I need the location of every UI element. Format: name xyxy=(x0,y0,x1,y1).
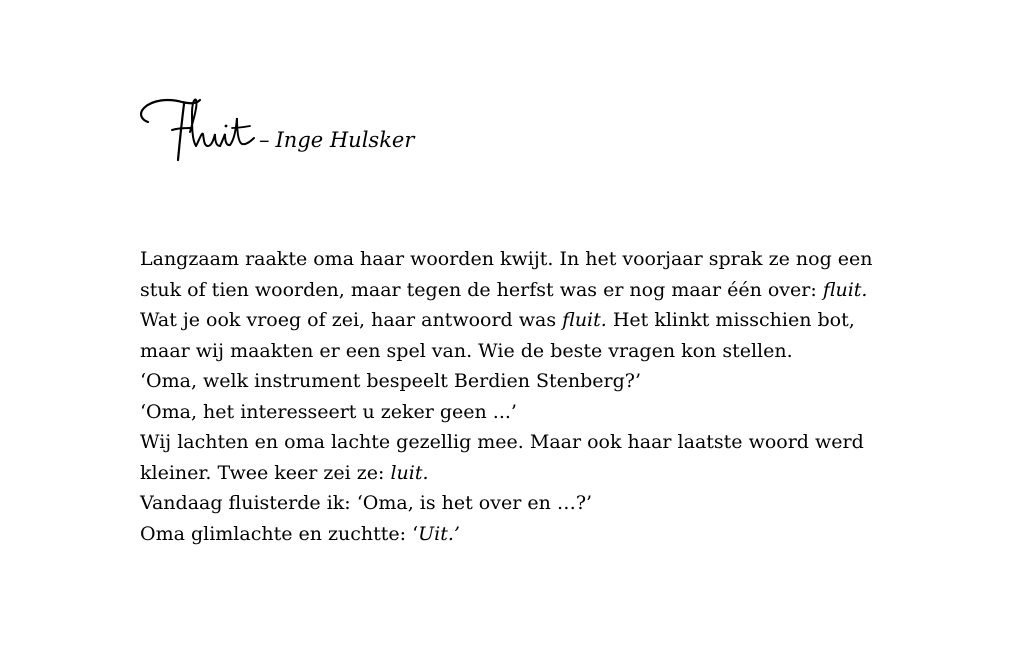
line-text: ‘Oma, welk instrument bespeelt Berdien Stenberg?’ xyxy=(140,370,641,392)
line-text: Langzaam raakte oma haar woorden kwijt. In het voorjaar sprak ze nog een xyxy=(140,248,873,270)
line-text: ‘Oma, het interesseert u zeker geen ...’ xyxy=(140,400,517,423)
story-body xyxy=(140,244,940,549)
story-line-7 xyxy=(140,427,940,458)
story-line-4 xyxy=(140,336,940,367)
line-italic: luit. xyxy=(390,461,429,484)
line-text: stuk of tien woorden, maar tegen de herfst was er nog maar één over: xyxy=(140,278,823,301)
story-line-6 xyxy=(140,397,940,428)
story-line-9 xyxy=(140,488,940,519)
line-text: Het klinkt misschien bot, xyxy=(606,309,855,331)
author-name: Inge Hulsker xyxy=(275,128,415,152)
story-line-8 xyxy=(140,458,940,489)
line-text: Wat je ook vroeg of zei, haar antwoord was xyxy=(140,309,563,331)
story-line-3 xyxy=(140,305,940,336)
line-italic: Uit.’ xyxy=(418,522,460,545)
fluit-script-logo xyxy=(138,90,258,168)
line-italic: fluit. xyxy=(562,309,607,331)
title-row xyxy=(138,90,558,170)
line-text: maar wij maakten er een spel van. Wie de beste vragen kon stellen. xyxy=(140,339,793,362)
story-line-1 xyxy=(140,244,940,275)
story-line-2 xyxy=(140,275,940,306)
line-italic: fluit. xyxy=(822,278,868,301)
line-text: kleiner. Twee keer zei ze: xyxy=(140,461,391,484)
line-text: Wij lachten en oma lachte gezellig mee. Maar ook haar laatste woord werd xyxy=(140,431,864,453)
title-dash: – xyxy=(259,128,270,152)
title-handwritten-word xyxy=(138,90,258,168)
author-line xyxy=(259,128,414,152)
line-text: Vandaag fluisterde ik: ‘Oma, is het over en …?’ xyxy=(140,492,593,514)
story-line-10 xyxy=(140,519,940,550)
story-line-5 xyxy=(140,366,940,397)
line-text: Oma glimlachte en zuchtte: ‘ xyxy=(140,522,419,545)
